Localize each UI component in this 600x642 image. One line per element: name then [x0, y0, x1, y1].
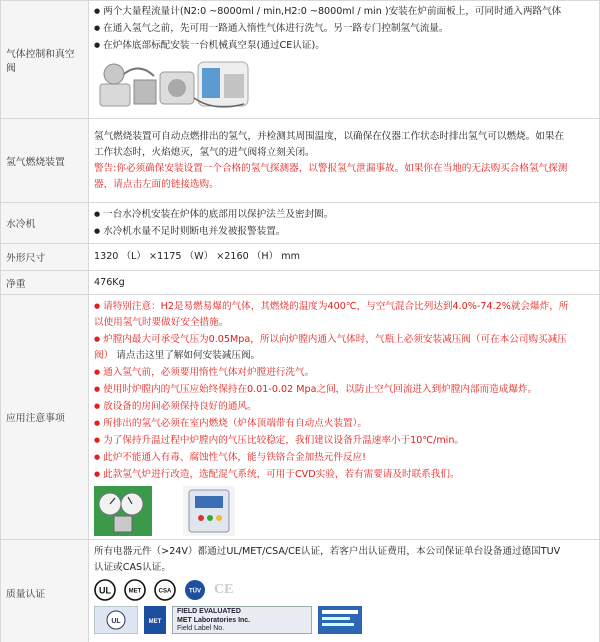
row-dimensions [1, 244, 600, 271]
vacuum-pump-photo [94, 54, 259, 114]
bullet-text: ● 一台水冷机安装在炉体的底部用以保护法兰及密封圈。 [94, 206, 594, 223]
met-sticker-icon [144, 606, 166, 634]
row-certification [1, 540, 600, 642]
row-value [89, 203, 600, 244]
svg-text:TÜV: TÜV [189, 588, 201, 595]
pressure-regulator-photo [94, 486, 152, 536]
row-value [89, 1, 600, 119]
note-text: ● 放设备的房间必须保持良好的通风。 [94, 398, 594, 415]
row-weight [1, 271, 600, 295]
note-text: ● 为了保持升温过程中炉膛内的气压比较稳定，我们建议设备升温速率小于10℃/min。 [94, 432, 594, 449]
warning-text: 警告:你必须确保安装设置一个合格的氢气探测器，以警报氢气泄漏事故。如果你在当地的无法购买合格氢气探测 [94, 162, 568, 174]
cert-labels [94, 606, 594, 634]
row-label: 气体控制和真空阀 [1, 1, 89, 119]
bullet-text: ● 在通入氢气之前，先可用一路通入惰性气体进行洗气。另一路专门控制氢气流量。 [94, 20, 594, 37]
row-value [89, 119, 600, 203]
bullet-text: ● 水冷机水量不足时则断电并发被报警装置。 [94, 223, 594, 240]
ul-logo-icon [94, 579, 116, 601]
tuv-logo-icon [184, 579, 206, 601]
row-label: 氢气燃烧装置 [1, 119, 89, 203]
note-text: ● 所排出的氢气必须在室内燃烧（炉体顶端带有自动点火装置）。 [94, 415, 594, 432]
row-label: 应用注意事项 [1, 295, 89, 540]
svg-text:MET: MET [128, 588, 142, 595]
body-text: 认证或CAS认证。 [94, 562, 171, 573]
met-logo-icon [124, 579, 146, 601]
body-text: 氢气燃烧装置可自动点燃排出的氢气，并检测其周围温度，以确保在仪器工作状态时排出氢气可以燃烧。如果在 [94, 130, 565, 142]
bullet-text: ● 两个大量程流量计(N2:0 ~8000ml / min,H2:0 ~8000ml / min )安装在炉前面板上，可同时通入两路气体 [94, 3, 594, 20]
certificate-label-icon [94, 606, 138, 634]
row-label: 外形尺寸 [1, 244, 89, 271]
note-text: ● 此款氢气炉进行改造，选配混气系统，可用于CVD实验，若有需要请及时联系我们。 [94, 466, 594, 483]
svg-text:UL: UL [111, 618, 121, 625]
row-label: 水冷机 [1, 203, 89, 244]
svg-text:MET: MET [148, 619, 162, 625]
note-text: ● 请特别注意：H2是易燃易爆的气体，其燃烧的温度为400℃，与空气混合比列达到4.0%-74.2%就会爆炸，所 [94, 298, 594, 315]
note-text: ● 通入氢气前，必须要用惰性气体对炉膛进行洗气。 [94, 364, 594, 381]
row-label: 净重 [1, 271, 89, 295]
svg-text:CSA: CSA [158, 588, 172, 595]
body-text: 所有电器元件（>24V）都通过UL/MET/CSA/CE认证，若客户出认证费用，本公司保证单台设备通过德国TUV [94, 546, 561, 557]
row-application-notes [1, 295, 600, 540]
ce-mark: CE [214, 582, 234, 597]
csa-logo-icon [154, 579, 176, 601]
row-label: 质量认证 [1, 540, 89, 642]
weight-value: 476Kg [89, 271, 600, 295]
pressure-valve-link[interactable]: 请点击这里了解如何安装减压阀。 [113, 350, 261, 361]
note-text: ● 炉膛内最大可承受气压为0.05Mpa，所以向炉膛内通入气体时，气瓶上必须安装减压阀（可在本公司购买减压 [94, 331, 594, 348]
body-text: 工作状态时，火焰熄灭，氢气的进气阀将立刻关闭。 [94, 146, 315, 158]
note-text: 以使用氢气时要做好安全措施。 [94, 317, 229, 328]
cert-logos [94, 578, 594, 602]
warning-text: 器，请点击左面的链接选购。 [94, 178, 219, 190]
bullet-text: ● 在炉体底部标配安装一台机械真空泵(通过CE认证)。 [94, 37, 594, 54]
field-evaluated-label: FIELD EVALUATED MET Laboratories Inc. Field Label No. [172, 606, 312, 634]
row-value [89, 295, 600, 540]
row-hydrogen-burner [1, 119, 600, 203]
blue-label-icon [318, 606, 362, 634]
note-text: 阀） [94, 350, 114, 361]
hydrogen-detector-photo [183, 486, 235, 536]
note-text: ● 此炉不能通入有毒、腐蚀性气体，能与铁铬合金加热元件反应! [94, 449, 594, 466]
row-gas-control [1, 1, 600, 119]
dimensions-value: 1320 （L） ×1175 （W） ×2160 （H） mm [89, 244, 600, 271]
row-value [89, 540, 600, 642]
note-text: ● 使用时炉膛内的气压应始终保持在0.01-0.02 Mpa之间，以防止空气回流进入到炉膛内部而造成爆炸。 [94, 381, 594, 398]
svg-text:UL: UL [99, 585, 111, 596]
row-water-chiller [1, 203, 600, 244]
